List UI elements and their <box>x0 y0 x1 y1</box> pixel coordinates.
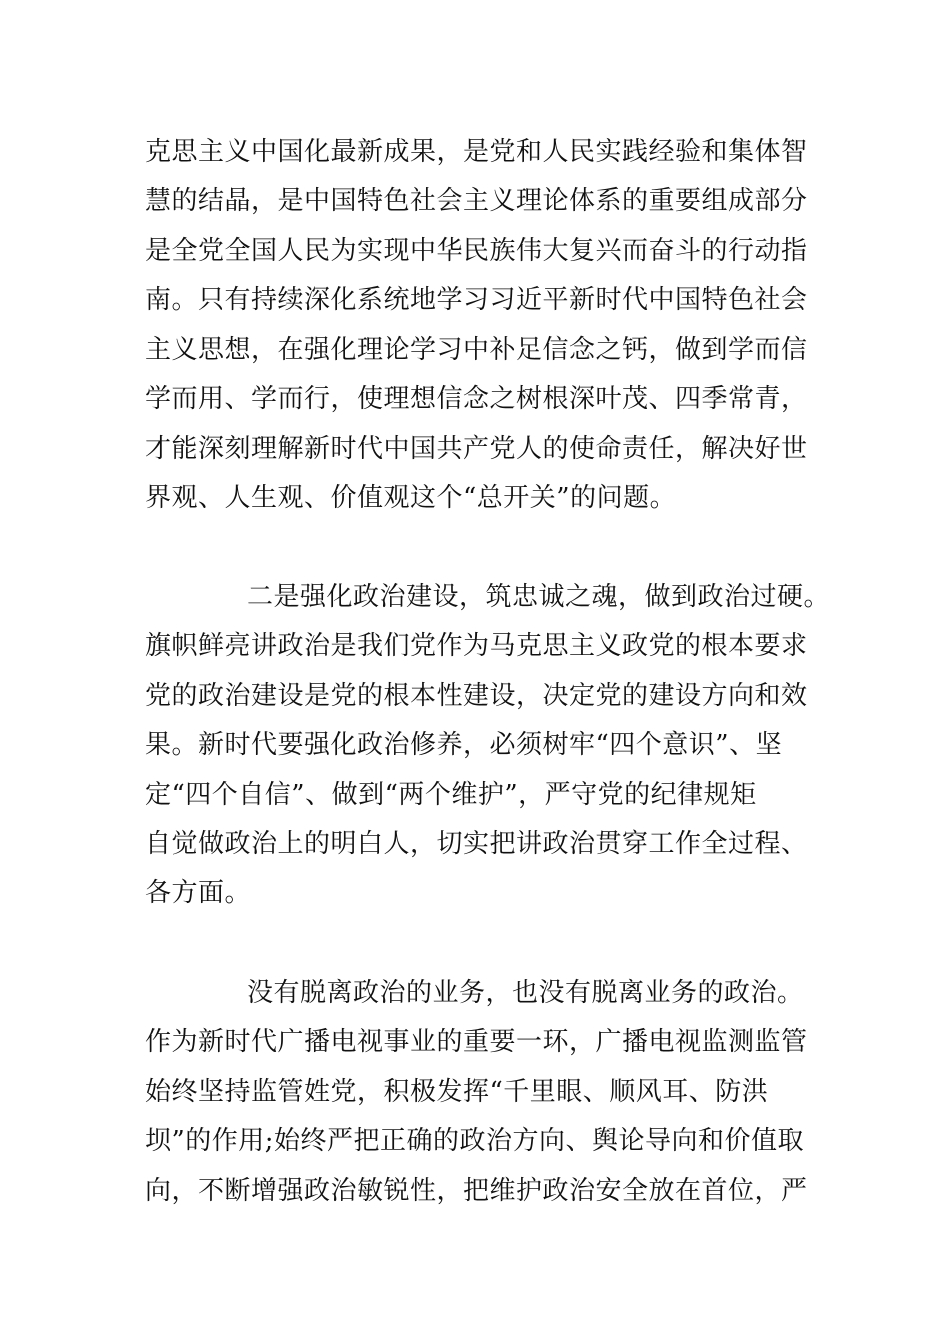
text-line: 没有脱离政治的业务，也没有脱离业务的政治。 <box>247 978 804 1008</box>
text-line: 才能深刻理解新时代中国共产党人的使命责任，解决好世 <box>145 434 808 464</box>
text-line: 果。新时代要强化政治修养，必须树牢“四个意识”、坚 <box>145 730 783 760</box>
text-line: 南。只有持续深化系统地学习习近平新时代中国特色社会 <box>145 285 808 315</box>
text-line: 各方面。 <box>145 878 252 908</box>
text-line: 学而用、学而行，使理想信念之树根深叶茂、四季常青， <box>145 384 808 414</box>
text-line: 克思主义中国化最新成果，是党和人民实践经验和集体智 <box>145 137 808 167</box>
text-line: 旗帜鲜亮讲政治是我们党作为马克思主义政党的根本要求 <box>145 631 808 661</box>
text-line: 始终坚持监管姓党，积极发挥“千里眼、顺风耳、防洪 <box>145 1077 769 1107</box>
text-line: 界观、人生观、价值观这个“总开关”的问题。 <box>145 483 677 513</box>
text-line: 二是强化政治建设，筑忠诚之魂，做到政治过硬。 <box>247 582 831 612</box>
text-line: 党的政治建设是党的根本性建设，决定党的建设方向和效 <box>145 681 808 711</box>
text-line: 自觉做政治上的明白人，切实把讲政治贯穿工作全过程、 <box>145 829 808 859</box>
text-line: 慧的结晶，是中国特色社会主义理论体系的重要组成部分 <box>145 186 808 216</box>
text-line: 向，不断增强政治敏锐性，把维护政治安全放在首位，严 <box>145 1176 808 1206</box>
text-line: 定“四个自信”、做到“两个维护”，严守党的纪律规矩 <box>145 780 757 810</box>
text-line: 主义思想，在强化理论学习中补足信念之钙，做到学而信 <box>145 335 808 365</box>
text-line: 作为新时代广播电视事业的重要一环，广播电视监测监管 <box>145 1027 808 1057</box>
text-line: 坝”的作用;始终严把正确的政治方向、舆论导向和价值取 <box>145 1126 805 1156</box>
text-line: 是全党全国人民为实现中华民族伟大复兴而奋斗的行动指 <box>145 236 808 266</box>
